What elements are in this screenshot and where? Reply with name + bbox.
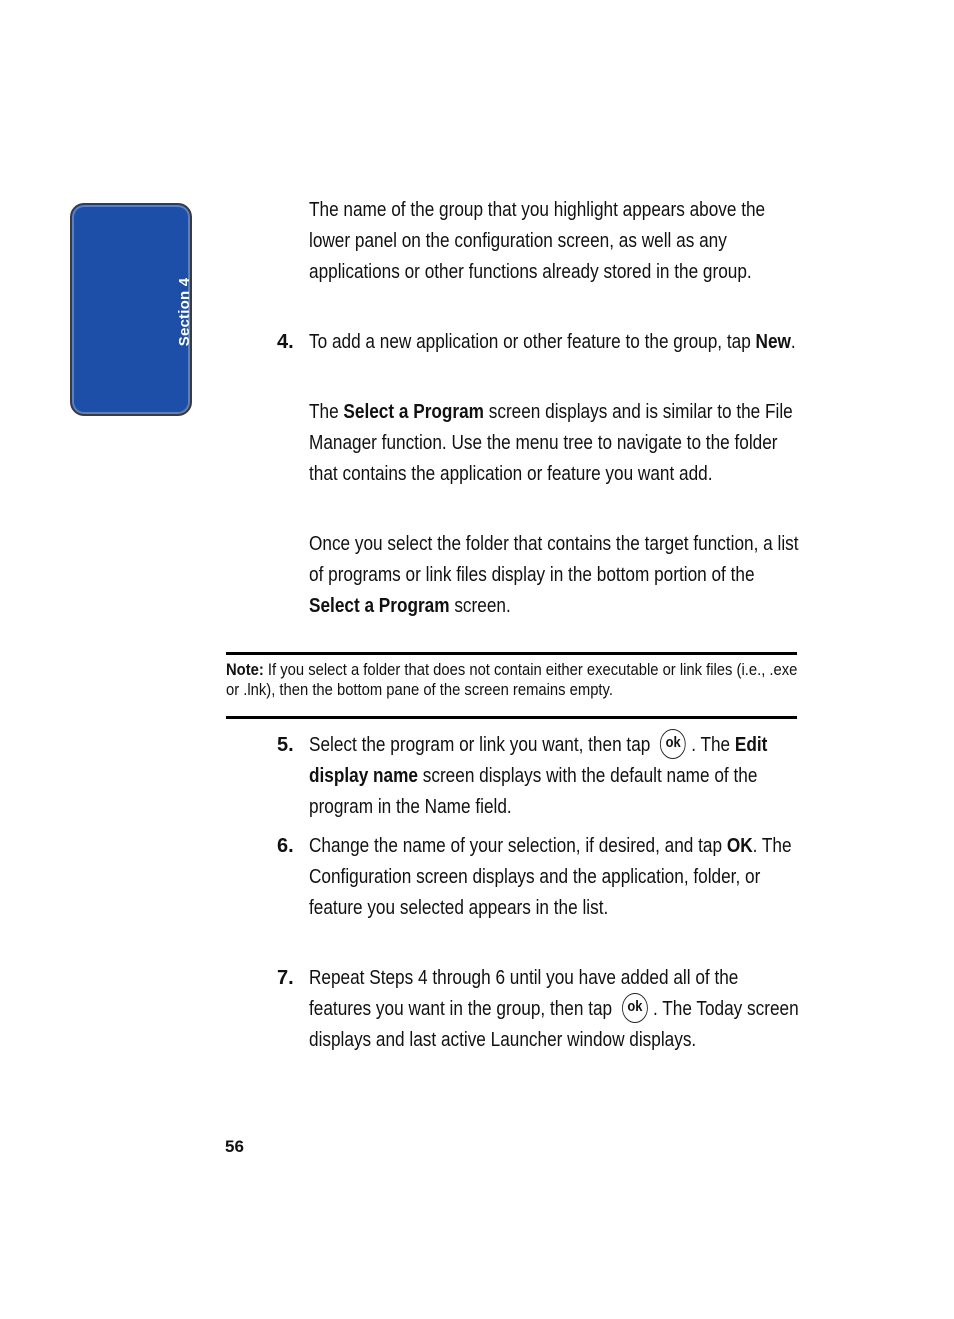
step-5-text: Select the program or link you want, then tap ok. The Edit display name screen displays with the default name of the program in the Name field.	[309, 730, 799, 823]
step-7-text: Repeat Steps 4 through 6 until you have added all of the features you want in the group, then tap ok. The Today screen displays and last active Launcher window displays.	[309, 963, 799, 1056]
note-label: Note:	[226, 660, 264, 679]
page-number: 56	[225, 1137, 244, 1156]
step-5-number: 5.	[277, 734, 294, 756]
step-4-text: To add a new application or other feature to the group, tap New.	[309, 331, 796, 353]
new-keyword: New	[755, 331, 791, 353]
step-4-paragraph-2: Once you select the folder that contains the target function, a list of programs or link files display in the bottom portion of the Select a Program screen.	[309, 533, 799, 617]
ok-button-icon	[622, 993, 648, 1023]
intro-paragraph: The name of the group that you highlight appears above the lower panel on the configuration screen, as well as any applications or other functions already stored in the group.	[309, 199, 766, 283]
section-label: Section 4	[176, 277, 193, 347]
note-box: Note: If you select a folder that does not contain either executable or link files (i.e., .exe or .lnk), then the bottom pane of the screen remains empty.	[226, 660, 798, 699]
step-7-number: 7.	[277, 967, 294, 989]
note-bottom-rule	[226, 716, 797, 719]
step-4-number: 4.	[277, 331, 294, 353]
step-6-number: 6.	[277, 835, 294, 857]
ok-button-icon	[660, 729, 686, 759]
section-tab	[70, 203, 192, 416]
step-4-paragraph-1: The Select a Program screen displays and is similar to the File Manager function. Use the menu tree to navigate to the folder that contains the application or feature you want add.	[309, 401, 793, 485]
note-top-rule	[226, 652, 797, 655]
step-6-text: Change the name of your selection, if desired, and tap OK. The Configuration screen displays and the application, folder, or feature you selected appears in the list.	[309, 835, 792, 919]
